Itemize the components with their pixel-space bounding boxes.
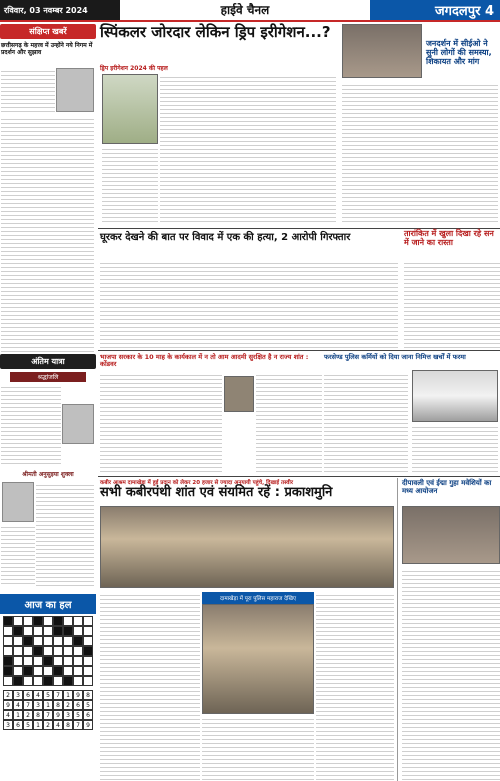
crossword-cell	[53, 656, 63, 666]
crossword-cell	[13, 646, 23, 656]
main-area	[98, 24, 500, 781]
sudoku-cell: 5	[73, 710, 83, 720]
strip-mid-text	[256, 372, 322, 474]
tribute-name: श्रीमती अनुसुइया शुक्ला	[22, 471, 74, 478]
crossword-cell	[43, 636, 53, 646]
crossword-cell	[3, 626, 13, 636]
crossword-cell	[3, 646, 13, 656]
crossword-cell	[83, 656, 93, 666]
crossword-cell	[63, 666, 73, 676]
masthead	[0, 0, 500, 20]
crossword-cell	[63, 626, 73, 636]
sudoku-cell: 5	[43, 690, 53, 700]
sudoku-cell: 7	[23, 700, 33, 710]
bottom-right-text	[402, 568, 500, 781]
masthead-rule	[0, 20, 500, 22]
crossword-cell	[83, 616, 93, 626]
left-column	[0, 24, 96, 781]
sudoku-cell: 6	[73, 700, 83, 710]
crossword-cell	[73, 666, 83, 676]
col-rule	[397, 478, 398, 781]
page-label: जगदलपुर 4	[370, 0, 500, 20]
crossword-cell	[63, 646, 73, 656]
crossword-cell	[23, 666, 33, 676]
sudoku-cell: 3	[3, 720, 13, 730]
crossword-cell	[43, 616, 53, 626]
crossword-cell	[53, 626, 63, 636]
crossword-cell	[3, 666, 13, 676]
puzzle-title: आज का हल	[0, 594, 96, 614]
crossword-cell	[13, 676, 23, 686]
puzzle-box	[0, 594, 96, 781]
crossword-cell	[33, 666, 43, 676]
crossword-cell	[83, 636, 93, 646]
crossword-cell	[23, 676, 33, 686]
rule-3	[98, 476, 500, 477]
gathering-photo	[202, 604, 314, 714]
sudoku-cell: 1	[43, 700, 53, 710]
sudoku-cell: 2	[3, 690, 13, 700]
obituary-text	[1, 384, 61, 464]
right-sub-text	[404, 260, 500, 348]
crossword-cell	[63, 676, 73, 686]
crossword-cell	[23, 616, 33, 626]
crossword-cell	[13, 666, 23, 676]
bottom-headline: सभी कबीरपंथी शांत एवं संयमित रहें : प्रकाशमुनि	[100, 485, 333, 500]
bottom-kicker: कबीर आश्रम दामाखेड़ा में हुई प्रदान को लेकर 20 हजार से ज्यादा अनुयायी पहुंचे, दिखाई तस्वीर	[100, 480, 294, 486]
tribute-text	[36, 482, 94, 586]
strip-left-headline: भाजपा सरकार के 10 माह के कार्यकाल में न तो आम आदमी सुरक्षित है न राज्य शांत : कोंडवर	[100, 353, 309, 369]
sudoku-cell: 6	[83, 710, 93, 720]
top-story-photo	[102, 74, 158, 144]
sudoku-cell: 2	[23, 710, 33, 720]
sudoku-cell: 1	[33, 720, 43, 730]
tribute-photo	[2, 482, 34, 522]
top-story-headline: स्पिंकलर जोरदार लेकिन ड्रिप इरीगेशन...?	[100, 23, 331, 41]
crossword-cell	[23, 626, 33, 636]
crossword-cell	[3, 676, 13, 686]
tribute-label: श्रद्धांजलि	[10, 372, 86, 382]
crossword-cell	[33, 616, 43, 626]
crossword-cell	[43, 676, 53, 686]
sudoku-cell: 4	[53, 720, 63, 730]
sudoku-cell: 6	[23, 690, 33, 700]
crossword-cell	[53, 676, 63, 686]
section-title: हाईवे चैनल	[220, 3, 270, 17]
date-line: रविवार, 03 नवम्बर 2024	[0, 0, 120, 20]
crossword-grid	[3, 616, 93, 686]
sudoku-cell: 7	[43, 710, 53, 720]
crossword-cell	[73, 626, 83, 636]
briefs-headline: छत्तीसगढ़ के महत्त्व में उन्होंने नये निगम में प्रदर्शन और सुझाव	[1, 42, 93, 56]
sudoku-cell: 4	[13, 700, 23, 710]
crossword-cell	[83, 666, 93, 676]
crossword-cell	[33, 656, 43, 666]
crossword-cell	[13, 656, 23, 666]
crossword-cell	[43, 666, 53, 676]
cattle-photo	[402, 506, 500, 564]
sudoku-cell: 8	[63, 720, 73, 730]
crossword-cell	[33, 636, 43, 646]
crossword-cell	[53, 666, 63, 676]
tribute-text-2	[1, 524, 35, 586]
sudoku-cell: 5	[23, 720, 33, 730]
crossword-cell	[13, 616, 23, 626]
sudoku-cell: 5	[83, 700, 93, 710]
top-story-text	[160, 74, 336, 224]
vehicle-photo	[412, 370, 498, 422]
sudoku-cell: 2	[43, 720, 53, 730]
bottom-text-3	[316, 592, 394, 781]
middle-story-headline: घूरकर देखने की बात पर विवाद में एक की हत्या, 2 आरोपी गिरफ्तार	[100, 232, 351, 243]
sudoku-cell: 8	[83, 690, 93, 700]
crossword-cell	[53, 636, 63, 646]
crossword-cell	[83, 646, 93, 656]
crossword-cell	[3, 656, 13, 666]
crossword-cell	[53, 616, 63, 626]
crossword-cell	[43, 656, 53, 666]
brief-photo	[56, 68, 94, 112]
sudoku-cell: 1	[13, 710, 23, 720]
sudoku-cell: 4	[33, 690, 43, 700]
crossword-cell	[63, 636, 73, 646]
obituary-photo	[62, 404, 94, 444]
sudoku-cell: 3	[63, 710, 73, 720]
sudoku-grid	[3, 690, 93, 730]
sudoku-cell: 8	[53, 700, 63, 710]
crossword-cell	[73, 656, 83, 666]
sudoku-cell: 7	[73, 720, 83, 730]
crossword-cell	[53, 646, 63, 656]
strip-left-text	[100, 372, 222, 474]
crossword-cell	[63, 656, 73, 666]
strip-right-text	[324, 372, 408, 474]
crossword-cell	[3, 616, 13, 626]
crossword-cell	[73, 616, 83, 626]
crossword-cell	[73, 636, 83, 646]
crossword-cell	[73, 646, 83, 656]
sudoku-cell: 9	[83, 720, 93, 730]
crowd-photo	[100, 506, 394, 588]
strip-right-text-2	[412, 424, 498, 474]
sudoku-cell: 9	[73, 690, 83, 700]
sudoku-cell: 1	[63, 690, 73, 700]
obituary-title: अंतिम यात्रा	[0, 354, 96, 369]
right-sub-headline: तारांकित में खुला दिखा रहे सन में जाने का रास्ता	[404, 229, 494, 247]
middle-story-text	[100, 260, 398, 348]
briefs-text-block	[1, 68, 55, 114]
right-story-photo	[342, 24, 422, 78]
sudoku-cell: 4	[3, 710, 13, 720]
crossword-cell	[43, 646, 53, 656]
crossword-cell	[33, 626, 43, 636]
sudoku-cell: 7	[53, 690, 63, 700]
sudoku-cell: 9	[53, 710, 63, 720]
sudoku-cell: 9	[3, 700, 13, 710]
bottom-text	[100, 592, 200, 781]
top-story-text-2	[102, 146, 158, 224]
top-story-subhead: ड्रिप इरीगेशन 2024 की पहल	[100, 65, 168, 72]
briefs-text-block-2	[1, 116, 94, 352]
crossword-cell	[13, 626, 23, 636]
crossword-cell	[13, 636, 23, 646]
rule-2	[98, 350, 500, 351]
crossword-cell	[23, 646, 33, 656]
right-story-headline: जनदर्शन में सीईओ ने सुनी लोगों की समस्या, शिकायत और मांग	[426, 39, 492, 66]
sudoku-cell: 3	[33, 700, 43, 710]
crossword-cell	[33, 646, 43, 656]
crossword-cell	[63, 616, 73, 626]
crossword-cell	[43, 626, 53, 636]
sudoku-cell: 3	[13, 690, 23, 700]
briefs-title: संक्षिप्त खबरें	[0, 24, 96, 39]
photo-caption: दामाखेड़ा में पूरा पुलिस महाराज देखिए	[202, 592, 314, 604]
crossword-cell	[23, 656, 33, 666]
sudoku-cell: 8	[33, 710, 43, 720]
crossword-cell	[3, 636, 13, 646]
bottom-text-2	[202, 716, 314, 781]
right-story-text	[342, 82, 498, 222]
politician-photo	[224, 376, 254, 412]
crossword-cell	[23, 636, 33, 646]
strip-right-headline: फरसेण्ड पुलिस कर्मियों को दिया जाना निमित्त खर्चों में फरमा	[324, 353, 466, 361]
crossword-cell	[83, 676, 93, 686]
crossword-cell	[33, 676, 43, 686]
crossword-cell	[83, 626, 93, 636]
sudoku-cell: 2	[63, 700, 73, 710]
crossword-cell	[73, 676, 83, 686]
sudoku-cell: 6	[13, 720, 23, 730]
bottom-right-headline: दीपावली एवं ईद्मा गुहा मवेशियों का मध्य आयोजन	[402, 479, 492, 495]
